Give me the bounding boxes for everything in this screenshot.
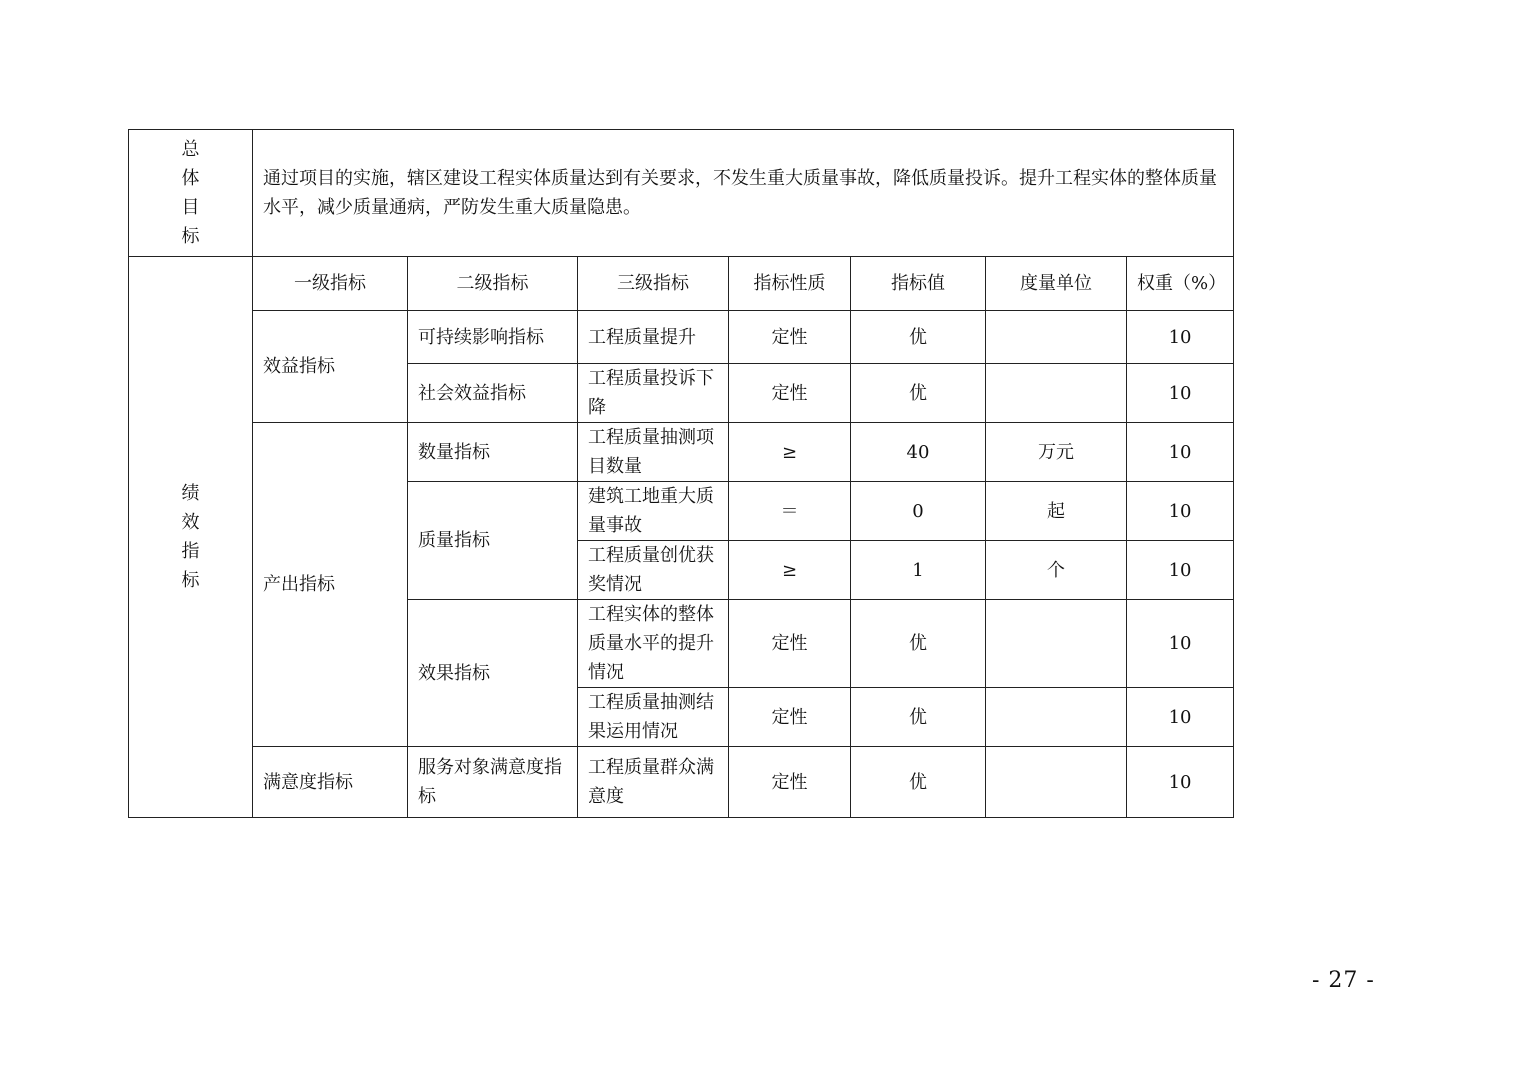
indicator-unit: 万元: [986, 423, 1127, 482]
indicator-unit: [986, 311, 1127, 364]
third-level-indicator: 工程质量群众满意度: [578, 747, 729, 818]
third-level-indicator: 工程实体的整体质量水平的提升情况: [578, 600, 729, 688]
indicator-nature: 定性: [729, 600, 851, 688]
third-level-indicator: 工程质量创优获奖情况: [578, 541, 729, 600]
indicator-weight: 10: [1127, 482, 1234, 541]
header-level-1: 一级指标: [253, 257, 408, 311]
table-row: [129, 747, 1234, 818]
indicator-weight: 10: [1127, 688, 1234, 747]
indicator-value: 优: [851, 747, 986, 818]
subgroup-quality: 质量指标: [408, 482, 578, 600]
indicator-unit: [986, 688, 1127, 747]
third-level-indicator: 工程质量投诉下降: [578, 364, 729, 423]
indicator-nature: ≥: [729, 541, 851, 600]
overall-goal-row: [129, 130, 1234, 257]
subgroup-effect: 效果指标: [408, 600, 578, 747]
subgroup-sustainable: 可持续影响指标: [408, 311, 578, 364]
group-benefit: 效益指标: [253, 311, 408, 423]
indicator-unit: [986, 364, 1127, 423]
indicator-value: 优: [851, 600, 986, 688]
third-level-indicator: 工程质量抽测结果运用情况: [578, 688, 729, 747]
subgroup-quantity: 数量指标: [408, 423, 578, 482]
indicator-value: 1: [851, 541, 986, 600]
third-level-indicator: 建筑工地重大质量事故: [578, 482, 729, 541]
indicator-nature: ≥: [729, 423, 851, 482]
indicator-weight: 10: [1127, 600, 1234, 688]
indicator-nature: 定性: [729, 311, 851, 364]
overall-goal-text: 通过项目的实施，辖区建设工程实体质量达到有关要求，不发生重大质量事故，降低质量投诉。提升工程实体的整体质量水平，减少质量通病，严防发生重大质量隐患。: [253, 130, 1234, 257]
header-unit: 度量单位: [986, 257, 1127, 311]
indicator-value: 优: [851, 311, 986, 364]
header-nature: 指标性质: [729, 257, 851, 311]
page-number: - 27 -: [1312, 968, 1375, 993]
indicator-nature: 定性: [729, 688, 851, 747]
table-row: [129, 311, 1234, 364]
header-value: 指标值: [851, 257, 986, 311]
overall-goal-label: 总 体 目 标: [129, 130, 253, 257]
indicator-unit: 个: [986, 541, 1127, 600]
table-row: [129, 423, 1234, 482]
group-output: 产出指标: [253, 423, 408, 747]
indicator-value: 0: [851, 482, 986, 541]
subgroup-service: 服务对象满意度指标: [408, 747, 578, 818]
subgroup-social: 社会效益指标: [408, 364, 578, 423]
indicator-weight: 10: [1127, 747, 1234, 818]
indicator-value: 优: [851, 688, 986, 747]
indicator-unit: [986, 747, 1127, 818]
header-level-2: 二级指标: [408, 257, 578, 311]
indicator-unit: [986, 600, 1127, 688]
header-weight: 权重（%）: [1127, 257, 1234, 311]
header-level-3: 三级指标: [578, 257, 729, 311]
indicator-value: 优: [851, 364, 986, 423]
indicator-nature: 定性: [729, 364, 851, 423]
third-level-indicator: 工程质量抽测项目数量: [578, 423, 729, 482]
performance-indicator-label: 绩 效 指 标: [129, 257, 253, 818]
indicator-value: 40: [851, 423, 986, 482]
indicator-weight: 10: [1127, 364, 1234, 423]
indicator-unit: 起: [986, 482, 1127, 541]
performance-goal-table: [128, 129, 1234, 818]
indicator-weight: 10: [1127, 423, 1234, 482]
indicator-nature: ＝: [729, 482, 851, 541]
indicator-nature: 定性: [729, 747, 851, 818]
indicator-weight: 10: [1127, 311, 1234, 364]
indicator-weight: 10: [1127, 541, 1234, 600]
indicator-header-row: [129, 257, 1234, 311]
third-level-indicator: 工程质量提升: [578, 311, 729, 364]
group-satisfaction: 满意度指标: [253, 747, 408, 818]
